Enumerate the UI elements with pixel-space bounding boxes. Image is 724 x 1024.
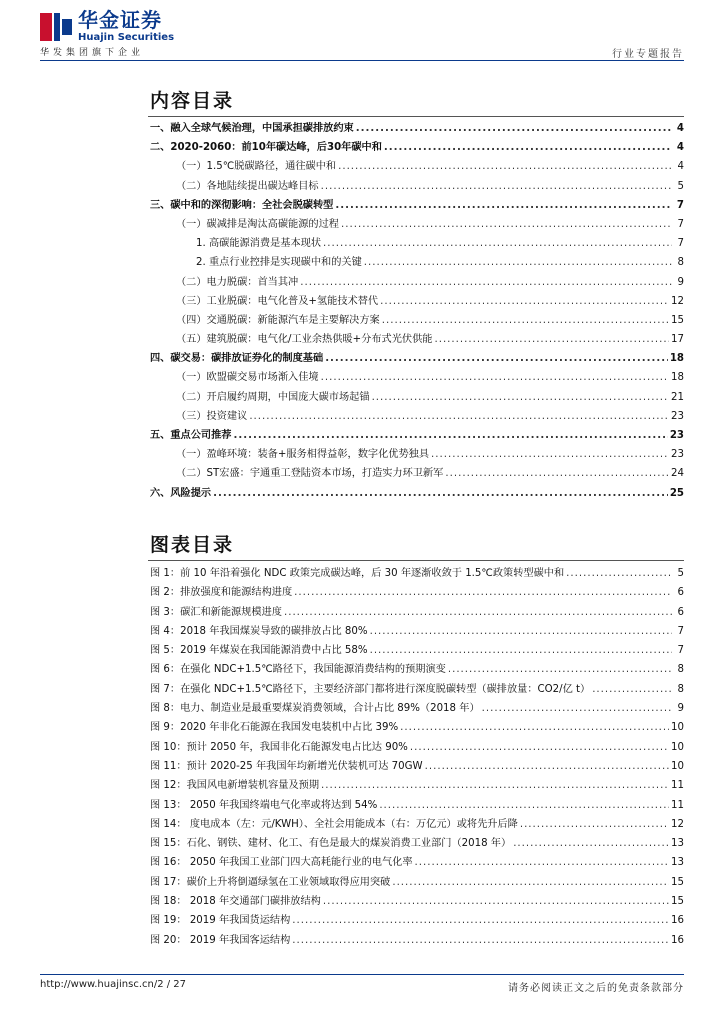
toc-entry-page: 12 bbox=[671, 295, 684, 307]
dot-leader bbox=[370, 622, 672, 641]
toc-entry-title: 三、碳中和的深彻影响：全社会脱碳转型 bbox=[150, 199, 334, 211]
toc-entry[interactable] bbox=[150, 292, 684, 311]
figure-entry[interactable] bbox=[150, 911, 684, 930]
dot-leader bbox=[321, 368, 669, 387]
figure-index-heading: 图表目录 bbox=[150, 534, 235, 556]
toc-entry-page: 23 bbox=[671, 449, 684, 461]
toc-entry-title: （一）碳减排是淘汰高碳能源的过程 bbox=[176, 218, 339, 230]
figure-entry[interactable] bbox=[150, 873, 684, 892]
toc-entry-page: 7 bbox=[676, 199, 684, 211]
dot-leader bbox=[520, 815, 669, 834]
toc-entry-title: （二）开启履约周期，中国庞大碳市场起锚 bbox=[176, 391, 370, 403]
figure-entry-page: 10 bbox=[671, 722, 684, 734]
figure-entry-title: 图 14： 度电成本（左：元/KWH）、全社会用能成本（右：万亿元）或将先升后降 bbox=[150, 818, 518, 830]
figure-entry-title: 图 19： 2019 年我国货运结构 bbox=[150, 915, 291, 927]
figure-index-heading-rule bbox=[148, 560, 684, 561]
toc-entry[interactable] bbox=[150, 407, 684, 426]
toc-entry-page: 4 bbox=[676, 123, 684, 134]
figure-entry-title: 图 12：我国风电新增装机容量及预期 bbox=[150, 780, 320, 792]
footer-divider bbox=[40, 974, 684, 975]
dot-leader bbox=[382, 311, 669, 330]
figure-entry[interactable] bbox=[150, 815, 684, 834]
toc-entry-title: 2. 重点行业控排是实现碳中和的关键 bbox=[196, 257, 362, 269]
logo-english-name: Huajin Securities bbox=[78, 32, 175, 43]
toc-entry-page: 9 bbox=[677, 276, 684, 288]
toc-entry-page: 24 bbox=[671, 468, 684, 480]
dot-leader bbox=[431, 445, 669, 464]
figure-entry-page: 6 bbox=[677, 587, 684, 599]
figure-entry-title: 图 10：预计 2050 年，我国非化石能源发电占比达 90% bbox=[150, 741, 408, 753]
toc-entry-page: 23 bbox=[669, 430, 684, 441]
figure-entry-title: 图 13： 2050 年我国终端电气化率或将达到 54% bbox=[150, 799, 378, 811]
dot-leader bbox=[341, 215, 672, 234]
figure-entry[interactable] bbox=[150, 834, 684, 853]
dot-leader bbox=[425, 757, 669, 776]
figure-entry-title: 图 18： 2018 年交通部门碳排放结构 bbox=[150, 896, 321, 908]
figure-entry[interactable] bbox=[150, 738, 684, 757]
toc-entry[interactable] bbox=[150, 215, 684, 234]
toc-entry-title: （三）投资建议 bbox=[176, 410, 248, 422]
dot-leader bbox=[321, 177, 672, 196]
figure-entry-title: 图 11：预计 2020-25 年我国年均新增光伏装机可达 70GW bbox=[150, 760, 423, 772]
toc-entry[interactable] bbox=[150, 445, 684, 464]
toc-entry-title: 二、2020-2060：前10年碳达峰，后30年碳中和 bbox=[150, 142, 382, 154]
figure-entry-page: 13 bbox=[671, 857, 684, 869]
figure-entry-page: 15 bbox=[671, 876, 684, 888]
toc-entry-title: （一）1.5℃脱碳路径，通往碳中和 bbox=[176, 161, 337, 173]
toc-entry-page: 18 bbox=[669, 353, 684, 365]
toc-entry[interactable] bbox=[150, 273, 684, 292]
dot-leader bbox=[400, 718, 669, 737]
toc-entry-page: 7 bbox=[677, 218, 684, 230]
dot-leader bbox=[284, 603, 672, 622]
toc-entry[interactable] bbox=[150, 426, 684, 445]
toc-list bbox=[150, 119, 684, 503]
toc-entry[interactable] bbox=[150, 196, 684, 215]
figure-entry-title: 图 4：2018 年我国煤炭导致的碳排放占比 80% bbox=[150, 625, 368, 637]
figure-entry[interactable] bbox=[150, 892, 684, 911]
toc-entry-page: 8 bbox=[677, 257, 684, 269]
figure-entry-page: 12 bbox=[671, 818, 684, 830]
figure-entry-page: 15 bbox=[671, 896, 684, 908]
dot-leader bbox=[234, 426, 668, 445]
figure-entry[interactable] bbox=[150, 660, 684, 679]
page-header bbox=[0, 0, 724, 62]
toc-entry-title: 六、风险提示 bbox=[150, 487, 212, 499]
dot-leader bbox=[321, 776, 669, 795]
toc-entry[interactable] bbox=[150, 388, 684, 407]
toc-entry[interactable] bbox=[150, 484, 684, 503]
toc-entry[interactable] bbox=[150, 157, 684, 176]
figure-entry-page: 10 bbox=[671, 741, 684, 753]
company-slogan: 华发集团旗下企业 bbox=[40, 48, 145, 58]
figure-entry-page: 7 bbox=[677, 645, 684, 657]
logo-chinese-name: 华金证券 bbox=[78, 8, 162, 32]
dot-leader bbox=[448, 660, 672, 679]
toc-entry-title: 一、融入全球气候治理，中国承担碳排放约束 bbox=[150, 123, 354, 134]
toc-entry[interactable] bbox=[150, 138, 684, 157]
figure-entry[interactable] bbox=[150, 776, 684, 795]
toc-entry-page: 15 bbox=[671, 314, 684, 326]
toc-entry-title: （二）电力脱碳：首当其冲 bbox=[176, 276, 299, 288]
dot-leader bbox=[213, 484, 668, 503]
toc-entry-page: 25 bbox=[669, 487, 684, 499]
dot-leader bbox=[445, 464, 669, 483]
dot-leader bbox=[415, 853, 669, 872]
figure-entry-title: 图 20： 2019 年我国客运结构 bbox=[150, 934, 291, 946]
dot-leader bbox=[335, 196, 672, 215]
figure-entry-page: 8 bbox=[677, 683, 684, 695]
figure-entry-page: 16 bbox=[671, 915, 684, 927]
toc-entry-title: （二）ST宏盛：宇通重工登陆资本市场，打造实力环卫新军 bbox=[176, 468, 444, 480]
toc-entry-page: 21 bbox=[671, 391, 684, 403]
figure-entry-title: 图 15：石化、钢铁、建材、化工、有色是最大的煤炭消费工业部门（2018 年） bbox=[150, 838, 512, 850]
toc-entry-page: 23 bbox=[671, 410, 684, 422]
figure-entry-page: 9 bbox=[677, 703, 684, 715]
company-logo bbox=[40, 10, 174, 43]
toc-entry-page: 7 bbox=[677, 238, 684, 250]
figure-entry-title: 图 7：在强化 NDC+1.5℃路径下，主要经济部门都将进行深度脱碳转型（碳排放量：CO2/亿 t） bbox=[150, 683, 591, 695]
toc-entry-title: 五、重点公司推荐 bbox=[150, 430, 232, 441]
dot-leader bbox=[592, 680, 672, 699]
figure-entry[interactable] bbox=[150, 564, 684, 583]
figure-entry-title: 图 1：前 10 年沿着强化 NDC 政策完成碳达峰，后 30 年逐渐收敛于 1.5℃政策转型碳中和 bbox=[150, 568, 565, 579]
toc-entry-page: 18 bbox=[671, 372, 684, 384]
dot-leader bbox=[379, 796, 669, 815]
dot-leader bbox=[392, 873, 669, 892]
figure-entry[interactable] bbox=[150, 718, 684, 737]
figure-entry-title: 图 5：2019 年煤炭在我国能源消费中占比 58% bbox=[150, 645, 368, 657]
toc-entry-title: （三）工业脱碳：电气化普及+氢能技术替代 bbox=[176, 295, 379, 307]
dot-leader bbox=[380, 292, 669, 311]
figure-entry-page: 13 bbox=[671, 838, 684, 850]
dot-leader bbox=[323, 234, 672, 253]
figure-entry[interactable] bbox=[150, 931, 684, 950]
toc-heading-rule bbox=[148, 116, 684, 117]
footer-url[interactable]: http://www.huajinsc.cn/2 / 27 bbox=[40, 979, 187, 990]
dot-leader bbox=[249, 407, 669, 426]
figure-entry[interactable] bbox=[150, 853, 684, 872]
dot-leader bbox=[410, 738, 669, 757]
figure-entry-page: 11 bbox=[671, 780, 684, 792]
huajin-logo-icon bbox=[40, 11, 72, 43]
figure-entry[interactable] bbox=[150, 603, 684, 622]
figure-entry-title: 图 3：碳汇和新能源规模进度 bbox=[150, 606, 282, 618]
toc-entry[interactable] bbox=[150, 253, 684, 272]
toc-entry-title: 1. 高碳能源消费是基本现状 bbox=[196, 238, 322, 250]
toc-entry-page: 5 bbox=[677, 180, 684, 192]
dot-leader bbox=[292, 911, 669, 930]
figure-entry-page: 6 bbox=[677, 606, 684, 618]
toc-entry-page: 4 bbox=[677, 161, 684, 173]
figure-entry[interactable] bbox=[150, 622, 684, 641]
figure-entry-page: 7 bbox=[677, 625, 684, 637]
dot-leader bbox=[370, 641, 672, 660]
header-divider bbox=[40, 60, 684, 61]
figure-entry-page: 16 bbox=[671, 934, 684, 946]
figure-entry[interactable] bbox=[150, 641, 684, 660]
toc-entry[interactable] bbox=[150, 368, 684, 387]
figure-entry-page: 10 bbox=[671, 760, 684, 772]
toc-entry[interactable] bbox=[150, 330, 684, 349]
dot-leader bbox=[372, 388, 669, 407]
figure-entry-page: 11 bbox=[671, 799, 684, 811]
figure-entry-title: 图 6：在强化 NDC+1.5℃路径下，我国能源消费结构的预期演变 bbox=[150, 664, 446, 676]
toc-entry-title: （四）交通脱碳：新能源汽车是主要解决方案 bbox=[176, 314, 380, 326]
toc-entry[interactable] bbox=[150, 119, 684, 138]
dot-leader bbox=[513, 834, 669, 853]
figure-index-list bbox=[150, 564, 684, 950]
figure-entry[interactable] bbox=[150, 796, 684, 815]
dot-leader bbox=[356, 119, 672, 138]
dot-leader bbox=[384, 138, 672, 157]
figure-entry-title: 图 17：碳价上升将倒逼绿氢在工业领域取得应用突破 bbox=[150, 876, 391, 888]
figure-entry-title: 图 16： 2050 年我国工业部门四大高耗能行业的电气化率 bbox=[150, 857, 413, 869]
toc-entry[interactable] bbox=[150, 234, 684, 253]
toc-entry-title: （一）欧盟碳交易市场渐入佳境 bbox=[176, 372, 319, 384]
toc-entry-page: 17 bbox=[671, 334, 684, 346]
toc-entry[interactable] bbox=[150, 464, 684, 483]
figure-entry-title: 图 8：电力、制造业是最重要煤炭消费领域，合计占比 89%（2018 年） bbox=[150, 703, 480, 715]
figure-entry-title: 图 9：2020 年非化石能源在我国发电装机中占比 39% bbox=[150, 722, 399, 734]
toc-entry[interactable] bbox=[150, 177, 684, 196]
dot-leader bbox=[292, 931, 669, 950]
toc-entry-title: （五）建筑脱碳：电气化/工业余热供暖+分布式光伏供能 bbox=[176, 334, 433, 346]
figure-entry[interactable] bbox=[150, 583, 684, 602]
footer-disclaimer: 请务必阅读正文之后的免责条款部分 bbox=[508, 983, 684, 994]
toc-entry-title: （一）盈峰环境：装备+服务相得益彰，数字化优势独具 bbox=[176, 449, 430, 461]
dot-leader bbox=[325, 349, 668, 368]
figure-entry-page: 8 bbox=[677, 664, 684, 676]
dot-leader bbox=[566, 564, 672, 583]
toc-entry[interactable] bbox=[150, 349, 684, 368]
dot-leader bbox=[364, 253, 672, 272]
dot-leader bbox=[338, 157, 672, 176]
report-type-label: 行业专题报告 bbox=[612, 49, 684, 60]
toc-entry-title: （二）各地陆续提出碳达峰目标 bbox=[176, 180, 319, 192]
dot-leader bbox=[482, 699, 672, 718]
figure-entry[interactable] bbox=[150, 680, 684, 699]
figure-entry[interactable] bbox=[150, 757, 684, 776]
toc-entry[interactable] bbox=[150, 311, 684, 330]
figure-entry[interactable] bbox=[150, 699, 684, 718]
dot-leader bbox=[434, 330, 669, 349]
toc-entry-page: 4 bbox=[676, 142, 684, 154]
toc-heading: 内容目录 bbox=[150, 90, 235, 112]
dot-leader bbox=[294, 583, 672, 602]
figure-entry-title: 图 2：排放强度和能源结构进度 bbox=[150, 587, 293, 599]
toc-entry-title: 四、碳交易：碳排放证券化的制度基础 bbox=[150, 353, 324, 365]
figure-entry-page: 5 bbox=[677, 568, 684, 579]
dot-leader bbox=[300, 273, 672, 292]
dot-leader bbox=[323, 892, 669, 911]
